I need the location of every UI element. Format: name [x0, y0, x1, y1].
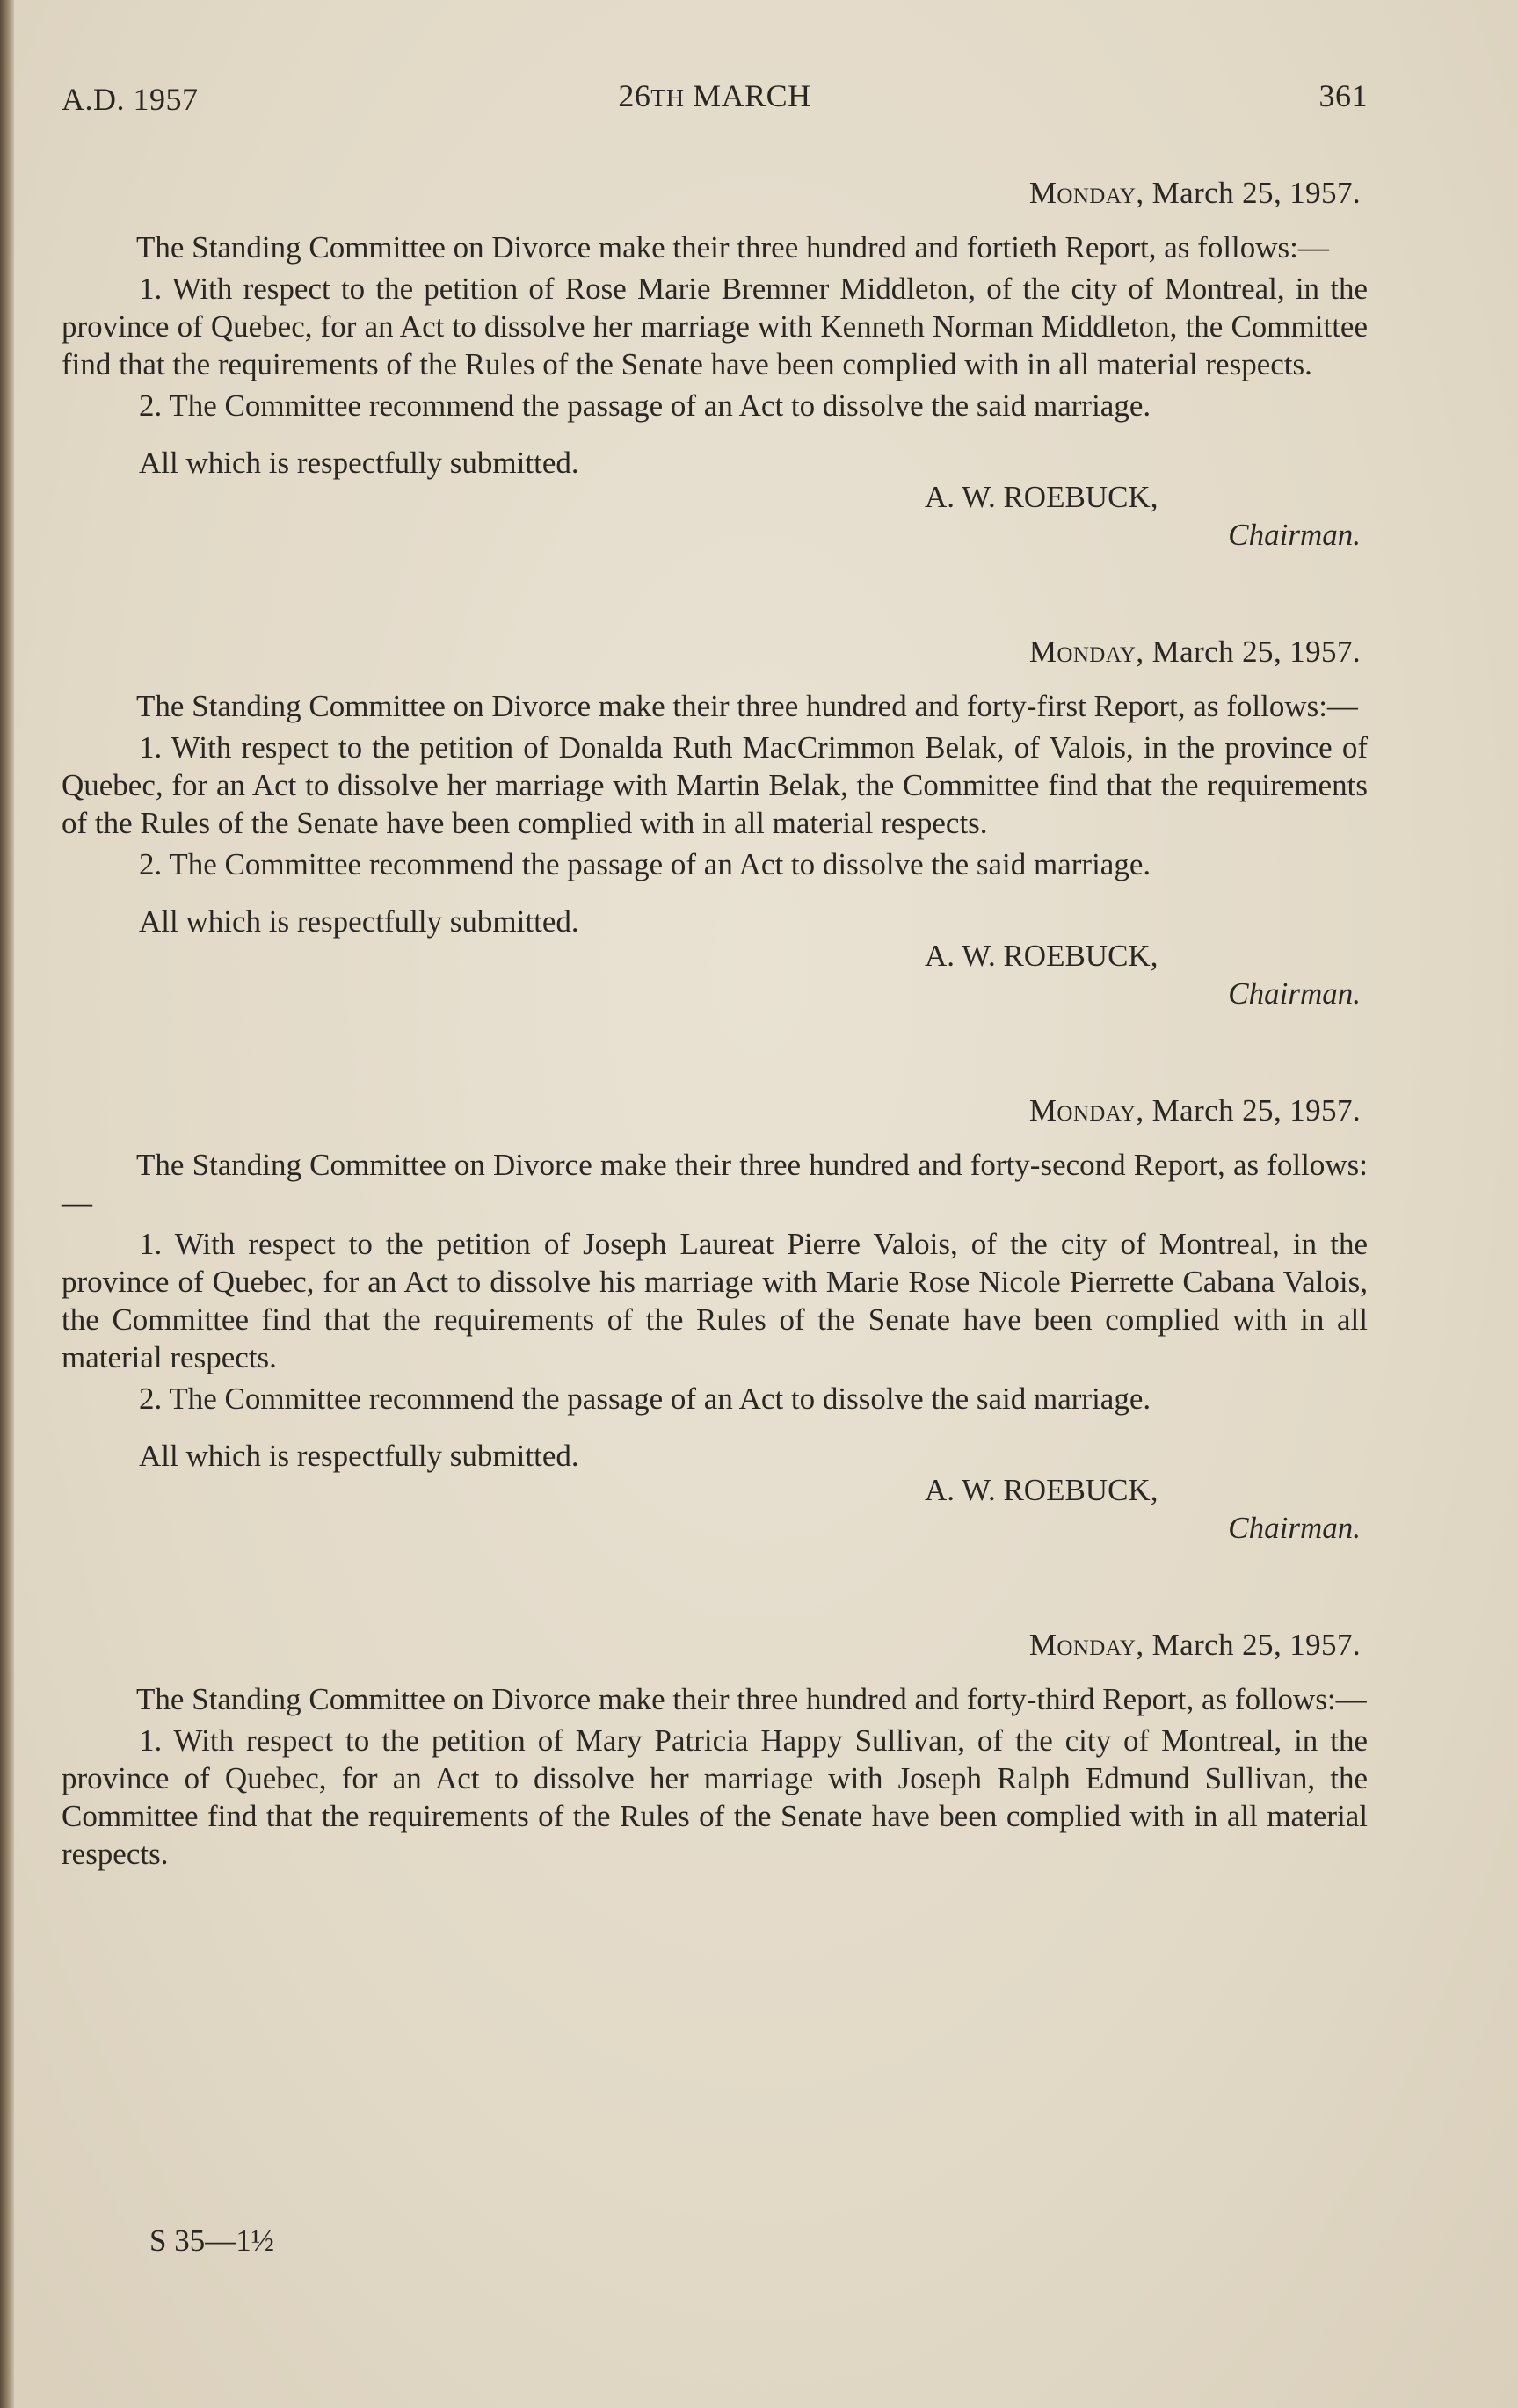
report-date-day: Monday,	[1028, 1628, 1144, 1662]
running-head-ordinal: TH	[650, 85, 685, 112]
printer-signature-mark: S 35—1½	[149, 2223, 274, 2258]
book-binding-edge	[0, 0, 14, 2408]
report-date	[62, 1628, 1361, 1663]
report-item-2: 2. The Committee recommend the passage of an Act to dissolve the said marriage.	[139, 847, 1151, 881]
report-signer-title: Chairman.	[1228, 976, 1361, 1011]
page-number: 361	[1318, 78, 1368, 113]
report-item-2: 2. The Committee recommend the passage of an Act to dissolve the said marriage.	[139, 1382, 1151, 1416]
report-signer-title: Chairman.	[1228, 518, 1361, 552]
report-intro: The Standing Committee on Divorce make their three hundred and forty-second Report, as follows:—	[62, 1148, 1368, 1220]
report-date	[62, 1093, 1361, 1128]
report-intro: The Standing Committee on Divorce make their three hundred and fortieth Report, as follows:—	[136, 230, 1329, 265]
report-date-day: Monday,	[1028, 176, 1144, 210]
report-submitted: All which is respectfully submitted.	[139, 1439, 579, 1473]
report-submitted: All which is respectfully submitted.	[139, 904, 579, 939]
report-signer: A. W. ROEBUCK,	[925, 1473, 1158, 1507]
report-342	[62, 1093, 1368, 1547]
report-date-rest: March 25, 1957.	[1144, 1628, 1361, 1662]
report-340	[62, 176, 1368, 554]
report-date-rest: March 25, 1957.	[1144, 635, 1361, 669]
report-intro: The Standing Committee on Divorce make their three hundred and forty-third Report, as follows:—	[136, 1682, 1367, 1716]
report-submitted: All which is respectfully submitted.	[139, 446, 579, 480]
running-head-date	[62, 77, 1368, 114]
running-head-year: A.D. 1957	[62, 82, 199, 117]
report-341	[62, 635, 1368, 1012]
report-signer: A. W. ROEBUCK,	[925, 939, 1158, 973]
report-item-1: 1. With respect to the petition of Mary Patricia Happy Sullivan, of the city of Montreal, in the province of Quebec, for an Act to dissolve her marriage with Joseph Ralph Edmund Sullivan, the Committee find that the requirements of the Rules of the Senate have been complied with in all material respects.	[62, 1723, 1368, 1871]
report-date	[62, 635, 1361, 670]
running-head	[62, 77, 1368, 121]
report-item-1: 1. With respect to the petition of Joseph Laureat Pierre Valois, of the city of Montreal, in the province of Quebec, for an Act to dissolve his marriage with Marie Rose Nicole Pierrette Cabana Valois, the Committee find that the requirements of the Rules of the Senate have been complied with in all material respects.	[62, 1227, 1368, 1374]
report-signer-title: Chairman.	[1228, 1511, 1361, 1545]
report-item-1: 1. With respect to the petition of Rose Marie Bremner Middleton, of the city of Montreal, in the province of Quebec, for an Act to dissolve her marriage with Kenneth Norman Middleton, the Committee find that the requirements of the Rules of the Senate have been complied with in all material respects.	[62, 272, 1368, 381]
journal-body	[62, 176, 1368, 1954]
report-343	[62, 1628, 1368, 1873]
report-item-2: 2. The Committee recommend the passage of an Act to dissolve the said marriage.	[139, 388, 1151, 423]
running-head-day: 26	[618, 78, 651, 113]
report-date-rest: March 25, 1957.	[1144, 1093, 1361, 1128]
report-intro: The Standing Committee on Divorce make their three hundred and forty-first Report, as follows:—	[136, 689, 1358, 723]
report-date-day: Monday,	[1028, 635, 1144, 669]
report-item-1: 1. With respect to the petition of Donalda Ruth MacCrimmon Belak, of Valois, in the province of Quebec, for an Act to dissolve her marriage with Martin Belak, the Committee find that the requirements of the Rules of the Senate have been complied with in all material respects.	[62, 730, 1368, 840]
report-date-rest: March 25, 1957.	[1144, 176, 1361, 210]
running-head-month: MARCH	[693, 78, 811, 113]
report-date	[62, 176, 1361, 211]
report-signer: A. W. ROEBUCK,	[925, 480, 1158, 514]
report-date-day: Monday,	[1028, 1093, 1144, 1128]
